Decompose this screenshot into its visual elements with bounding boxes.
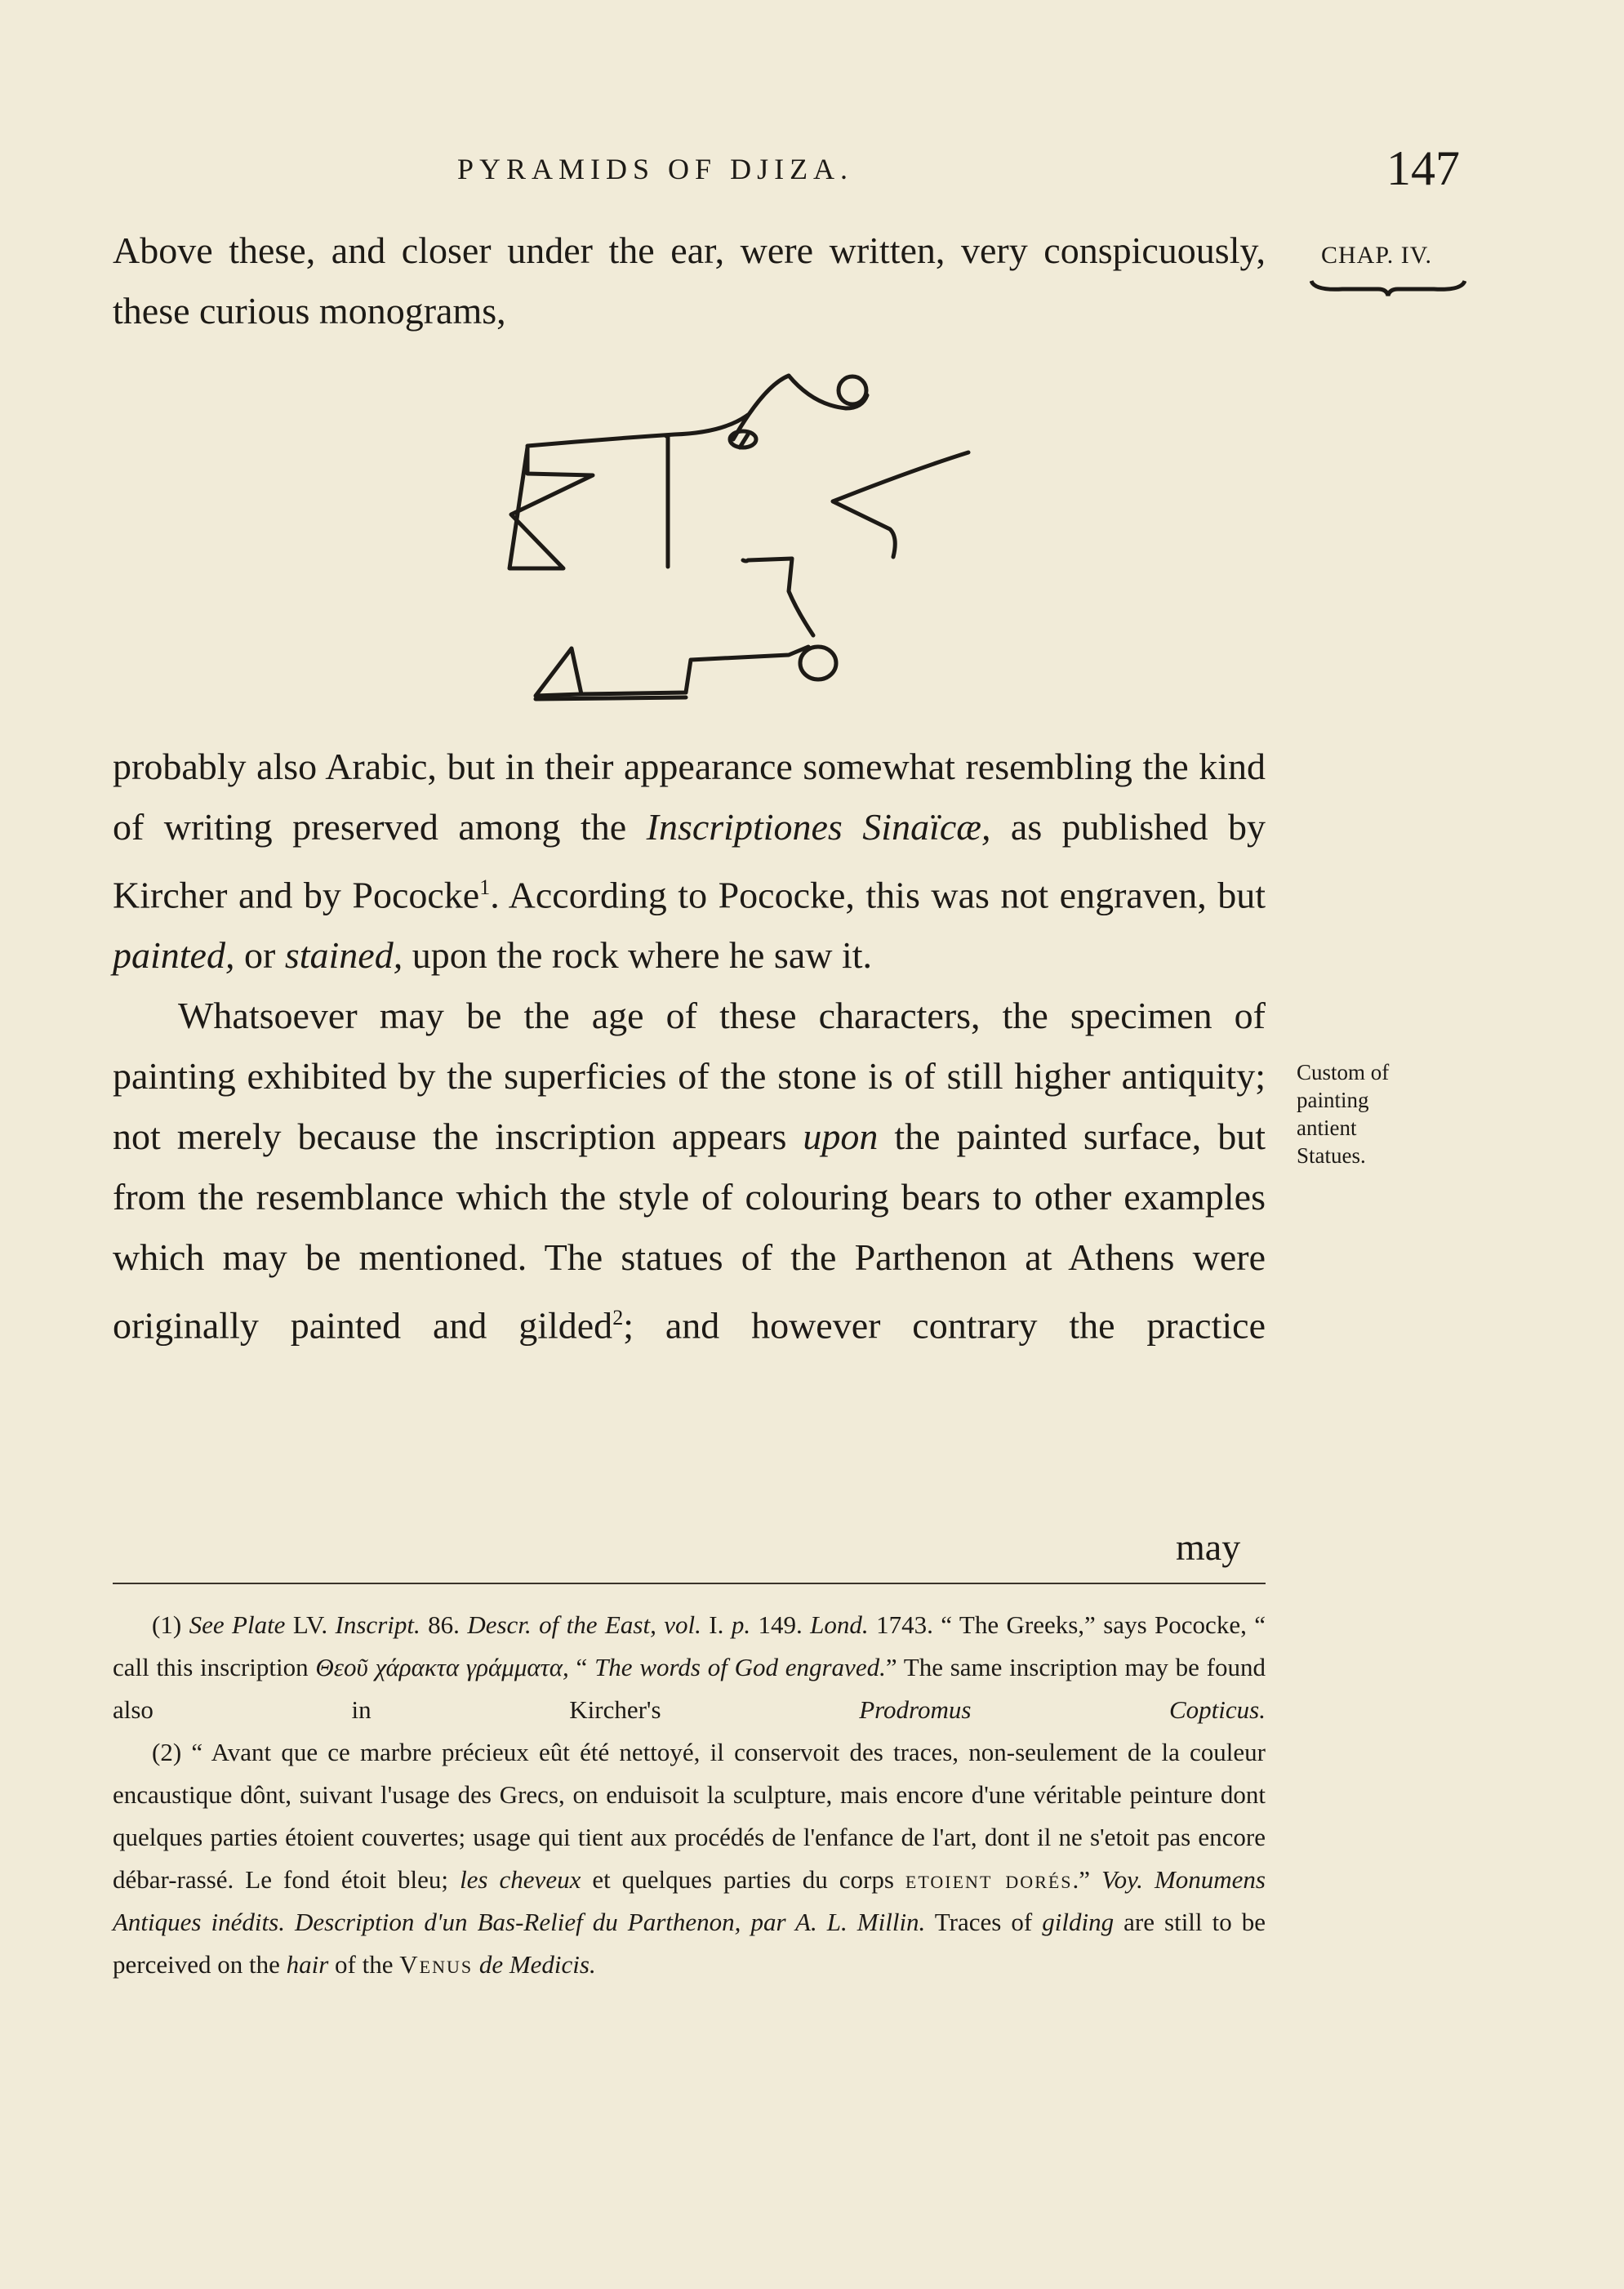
footnote-ref-2: 2 (612, 1306, 624, 1330)
text-run: probably also Arabic, but in their appearance somewhat resembling the kind of writing preserved among the (113, 746, 1266, 848)
margin-note-line: antient (1297, 1116, 1357, 1140)
italic-run: les cheveux (460, 1865, 581, 1894)
italic-run: See Plate (189, 1610, 286, 1639)
text-run: Whatsoever may be the age of these characters, the specimen of painting exhibited by the superficies of the stone is of still higher antiquity; not merely because the inscription appears (113, 995, 1266, 1158)
text-run (473, 1950, 479, 1979)
text-run: 1743. “ The Greeks,” says Pococke, “ call this inscription (113, 1610, 1266, 1681)
italic-run: Inscript. (335, 1610, 420, 1639)
italic-run: painted, (113, 934, 235, 977)
margin-note-line: Custom of (1297, 1060, 1390, 1084)
text-run: or (234, 934, 285, 977)
italic-run: stained, (284, 934, 403, 977)
italic-run: hair (286, 1950, 329, 1979)
italic-run: Descr. of the East, vol. (467, 1610, 701, 1639)
text-run: the painted surface, but from the resemblance which the style of colouring bears to other examples which may be mentioned. The statues of the Parthenon at Athens were originally painted and gilded (113, 1116, 1266, 1347)
text-run: ; and however contrary the practice (623, 1304, 1266, 1347)
paragraph-1 (113, 737, 1266, 1356)
footnote-ref-1: 1 (479, 875, 491, 899)
greek-run: Θεοῦ χάρακτα γράμματα, (315, 1653, 569, 1681)
text-run: .” (1072, 1865, 1102, 1894)
intro-text: Above these, and closer under the ear, were written, very conspicuously, these curious monograms, (113, 229, 1266, 332)
text-run: . According to Pococke, this was not engraven, but (490, 874, 1266, 916)
italic-run: de Medicis. (478, 1950, 596, 1979)
margin-note-custom (1297, 1058, 1435, 1169)
text-run: 86. (420, 1610, 468, 1639)
italic-run: p. (731, 1610, 751, 1639)
text-run: (2) “ Avant que ce marbre précieux eût été nettoyé, il conservoit des traces, non-seulement de la couleur encaustique dônt, suivant l'usage des Grecs, on enduisoit la sculpture, mais encore d'une véritable peinture dont quelques parties étoient couvertes; usage qui tient aux procédés de l'enfance de l'art, dont il ne s'etoit pas encore débar-rassé. Le fond étoit bleu; (113, 1738, 1266, 1894)
italic-run: Voy. Monumens Antiques inédits. Description d'un Bas-Relief du Parthenon, par A. L. Millin. (113, 1865, 1266, 1936)
footnote-rule (113, 1583, 1266, 1584)
text-run: 149. (750, 1610, 811, 1639)
intro-paragraph (113, 220, 1266, 341)
text-run: as published by Kircher and by Pococke (113, 806, 1266, 916)
italic-run: Prodromus Copticus. (859, 1695, 1266, 1724)
margin-note-line: Statues. (1297, 1143, 1366, 1168)
italic-run: Lond. (810, 1610, 869, 1639)
running-title: PYRAMIDS OF DJIZA. (457, 153, 854, 185)
small-caps-run: etoient dorés (905, 1865, 1073, 1894)
footnote-1 (113, 1604, 1266, 1731)
footnote-2 (113, 1731, 1266, 1986)
text-run: of the (328, 1950, 400, 1979)
margin-note-chapter: CHAP. IV. (1321, 242, 1432, 269)
italic-run: upon (803, 1116, 879, 1158)
margin-note-line: painting (1297, 1088, 1369, 1112)
text-run: are still to be perceived on the (113, 1908, 1266, 1979)
italic-run: The words of God engraved. (594, 1653, 886, 1681)
small-caps-run: Venus (399, 1950, 474, 1979)
text-run: “ (568, 1653, 595, 1681)
text-run: I. (701, 1610, 732, 1639)
paragraph-1-text (113, 737, 1266, 986)
paragraph-2-text (113, 986, 1266, 1356)
monogram-figure (405, 366, 994, 725)
footnotes (113, 1604, 1266, 1986)
italic-run: gilding (1042, 1908, 1115, 1936)
footnote-number: (1) (152, 1610, 189, 1639)
text-run: LV. (285, 1610, 336, 1639)
page-number: 147 (1386, 141, 1460, 195)
text-run: upon the rock where he saw it. (403, 934, 873, 977)
text-run: Traces of (925, 1908, 1043, 1936)
text-run: et quelques parties du corps (581, 1865, 905, 1894)
text-run: ” The same inscription may be found also in Kircher's (113, 1653, 1266, 1724)
margin-brace-ornament (1310, 278, 1466, 297)
catchword: may (1176, 1526, 1241, 1568)
italic-run: Inscriptiones Sinaïcæ, (646, 806, 991, 848)
